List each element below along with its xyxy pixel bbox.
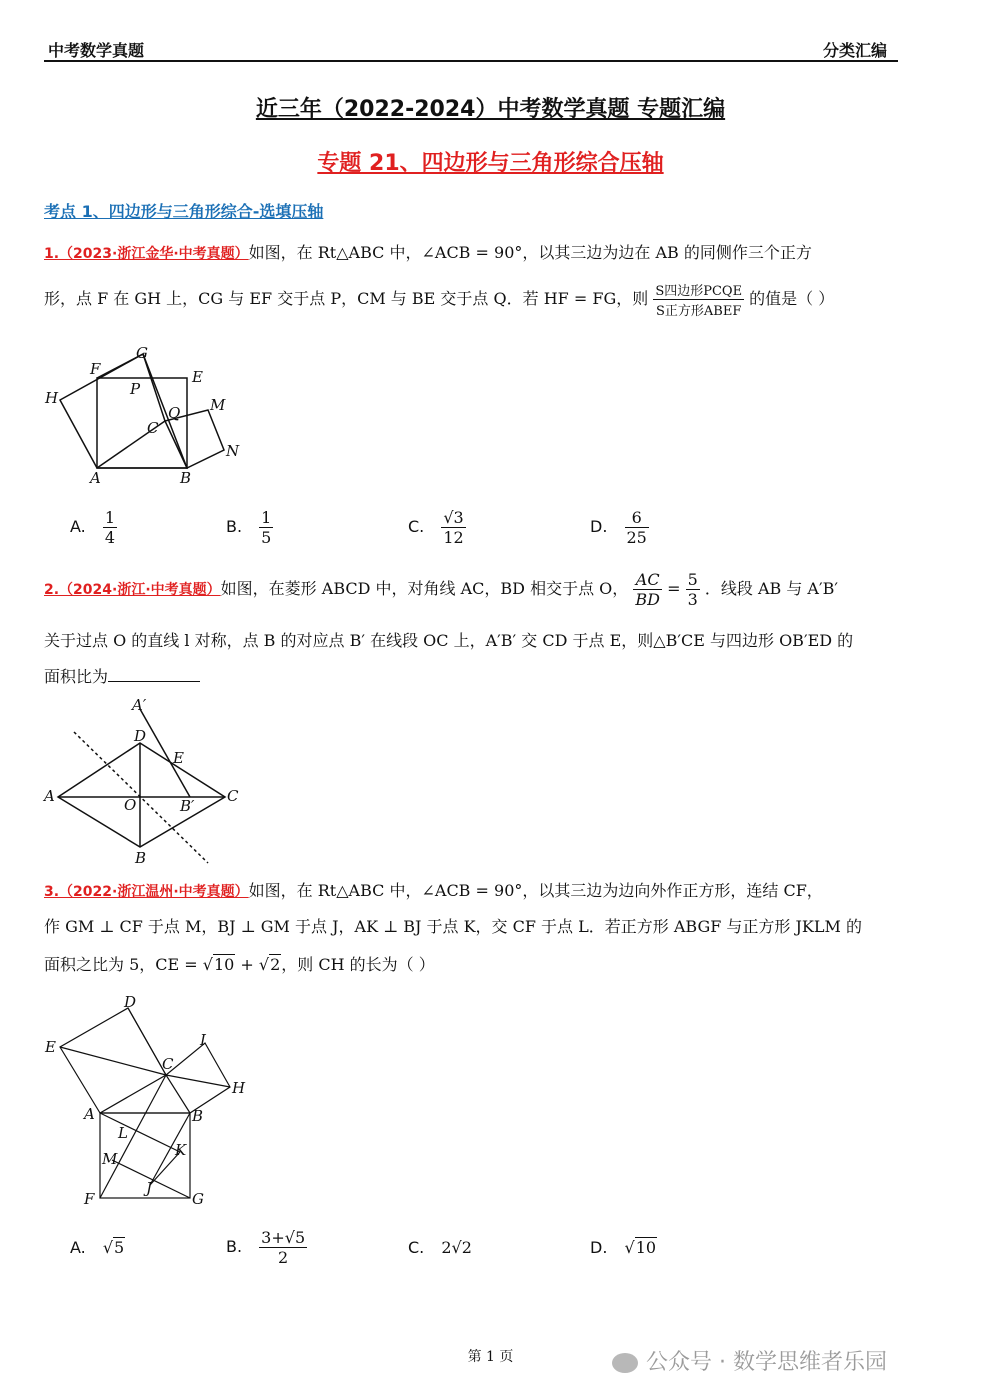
q2-equals: = bbox=[667, 579, 681, 598]
q1-option-c-num: √3 bbox=[443, 508, 464, 527]
q1-label-g: G bbox=[136, 344, 148, 362]
q2-label-a: A bbox=[44, 787, 55, 805]
q1-text1: 如图，在 Rt△ABC 中，∠ACB = 90°，以其三边为边在 AB 的同侧作三个正方 bbox=[248, 243, 812, 262]
q2-label-a-prime: A′ bbox=[132, 696, 147, 714]
q3-option-c[interactable] bbox=[408, 1238, 472, 1257]
q2-value-fraction bbox=[686, 570, 700, 609]
page-subtitle: 专题 21、四边形与三角形综合压轴 bbox=[317, 151, 664, 176]
q1-label-a: A bbox=[90, 469, 101, 487]
watermark-text: 公众号 · 数学思维者乐园 bbox=[646, 1350, 887, 1375]
q3-text3b: ，则 CH 的长为（ ） bbox=[281, 955, 435, 974]
q1-option-b-den: 5 bbox=[261, 528, 272, 547]
q1-text2: 形，点 F 在 GH 上，CG 与 EF 交于点 P，CM 与 BE 交于点 Q．若 HF = FG，则 bbox=[44, 289, 649, 308]
q1-option-d[interactable] bbox=[590, 508, 649, 547]
q3-sqrt1: 10 bbox=[213, 955, 235, 974]
q1-source: 1.（2023·浙江金华·中考真题） bbox=[44, 246, 249, 262]
page-title: 近三年（2022-2024）中考数学真题 专题汇编 bbox=[255, 97, 726, 122]
q1-option-d-den: 25 bbox=[626, 528, 647, 547]
header-rule bbox=[44, 60, 898, 62]
q2-label-e: E bbox=[173, 749, 184, 767]
q2-value-num: 5 bbox=[687, 570, 698, 589]
q1-option-c-den: 12 bbox=[443, 528, 464, 547]
q3-label-h: H bbox=[232, 1079, 246, 1097]
q2-label-c: C bbox=[227, 787, 239, 805]
q3-option-a-label: A. bbox=[70, 1238, 86, 1257]
q2-label-o: O bbox=[124, 796, 137, 814]
q1-option-b-label: B. bbox=[226, 517, 243, 536]
q1-option-d-num: 6 bbox=[625, 508, 649, 528]
q3-label-c: C bbox=[162, 1055, 174, 1073]
q3-sqrt2: 2 bbox=[270, 955, 281, 974]
page-number: 第 1 页 bbox=[467, 1349, 514, 1365]
q1-label-h: H bbox=[45, 389, 59, 407]
q3-label-m: M bbox=[102, 1150, 118, 1168]
q1-ratio-fraction bbox=[653, 280, 744, 319]
q3-label-e: E bbox=[45, 1038, 56, 1056]
q1-label-p: P bbox=[130, 380, 141, 398]
q1-label-e: E bbox=[192, 368, 203, 386]
wechat-icon bbox=[612, 1353, 638, 1373]
q1-label-f: F bbox=[90, 360, 101, 378]
section-heading: 考点 1、四边形与三角形综合-选填压轴 bbox=[44, 202, 324, 221]
watermark bbox=[612, 1345, 887, 1376]
q3-label-g: G bbox=[192, 1190, 204, 1208]
q3-label-a: A bbox=[84, 1105, 95, 1123]
q3-label-d: D bbox=[124, 995, 137, 1011]
q1-option-a-den: 4 bbox=[104, 528, 116, 547]
q2-label-b: B bbox=[135, 849, 147, 867]
q2-label-d: D bbox=[134, 727, 147, 745]
q3-option-d[interactable]: D. √10 bbox=[590, 1238, 657, 1257]
q3-line2: 作 GM ⊥ CF 于点 M，BJ ⊥ GM 于点 J，AK ⊥ BJ 于点 K，交 CF 于点 L．若正方形 ABGF 与正方形 JKLM 的 bbox=[44, 917, 862, 936]
q2-text1b: ．线段 AB 与 A′B′ bbox=[704, 579, 839, 598]
q3-source: 3.（2022·浙江温州·中考真题） bbox=[44, 884, 249, 900]
q1-ratio-den: S正方形ABEF bbox=[656, 304, 742, 319]
q1-option-c[interactable] bbox=[408, 508, 466, 547]
q2-ratio-fraction bbox=[633, 570, 662, 609]
q1-label-b: B bbox=[180, 469, 192, 487]
q3-text3a: 面积之比为 5，CE = bbox=[44, 955, 198, 974]
q1-label-m: M bbox=[210, 396, 226, 414]
q3-label-i: I bbox=[200, 1031, 206, 1049]
q3-label-j: J bbox=[146, 1179, 153, 1197]
q2-value-den: 3 bbox=[687, 590, 698, 609]
q2-ratio-num: AC bbox=[633, 570, 662, 590]
q1-option-c-label: C. bbox=[408, 517, 425, 536]
q3-figure bbox=[40, 995, 255, 1210]
q2-ratio-den: BD bbox=[635, 590, 660, 609]
q1-option-b[interactable] bbox=[226, 508, 273, 547]
q3-line3: 面积之比为 5，CE = √10 + √2，则 CH 的长为（ ） bbox=[44, 955, 435, 974]
q3-option-b-num: 3+√5 bbox=[261, 1228, 306, 1247]
q2-text1: 如图，在菱形 ABCD 中，对角线 AC，BD 相交于点 O， bbox=[220, 579, 629, 598]
q3-text1: 如图，在 Rt△ABC 中，∠ACB = 90°，以其三边为边向外作正方形，连结 CF， bbox=[248, 881, 823, 900]
header-left: 中考数学真题 bbox=[48, 41, 145, 60]
q1-label-q: Q bbox=[168, 404, 181, 422]
q2-figure bbox=[40, 695, 250, 870]
q3-plus: + bbox=[240, 955, 254, 974]
q2-text3: 面积比为 bbox=[44, 667, 109, 686]
q1-option-a-num: 1 bbox=[104, 508, 116, 527]
q3-label-b: B bbox=[192, 1107, 204, 1125]
q1-figure bbox=[40, 340, 250, 490]
q1-option-b-num: 1 bbox=[261, 508, 272, 527]
q3-option-d-label: D. bbox=[590, 1238, 608, 1257]
q3-option-b[interactable] bbox=[226, 1228, 307, 1267]
q1-label-n: N bbox=[226, 442, 240, 460]
q2-answer-blank[interactable] bbox=[108, 667, 200, 682]
q3-label-k: K bbox=[175, 1141, 187, 1159]
q3-label-f: F bbox=[84, 1190, 95, 1208]
q2-line2: 关于过点 O 的直线 l 对称，点 B 的对应点 B′ 在线段 OC 上，A′B′ 交 CD 于点 E，则△B′CE 与四边形 OB′ED 的 bbox=[44, 631, 854, 650]
header-right: 分类汇编 bbox=[823, 41, 888, 60]
q3-option-c-label: C. bbox=[408, 1238, 425, 1257]
q2-line1 bbox=[44, 570, 838, 609]
q2-label-b-prime: B′ bbox=[180, 797, 195, 815]
q3-option-b-label: B. bbox=[226, 1237, 243, 1256]
q3-option-d-value: 10 bbox=[635, 1238, 657, 1257]
q1-line1 bbox=[44, 240, 812, 263]
q1-label-c: C bbox=[147, 419, 159, 437]
q3-option-c-value: 2√2 bbox=[441, 1238, 472, 1257]
q3-option-a[interactable]: A. √5 bbox=[70, 1238, 125, 1257]
q1-option-a[interactable] bbox=[70, 508, 117, 547]
q2-line3 bbox=[44, 664, 200, 687]
q3-line1 bbox=[44, 878, 823, 901]
q1-ratio-num: S四边形PCQE bbox=[653, 280, 744, 300]
q2-source: 2.（2024·浙江·中考真题） bbox=[44, 582, 221, 598]
q3-option-b-den: 2 bbox=[278, 1248, 289, 1267]
q1-option-a-label: A. bbox=[70, 517, 86, 536]
q3-option-a-value: 5 bbox=[114, 1238, 125, 1257]
q1-line2 bbox=[44, 280, 834, 319]
q1-option-d-label: D. bbox=[590, 517, 608, 536]
q1-text3: 的值是（ ） bbox=[749, 289, 835, 308]
q3-label-l: L bbox=[118, 1124, 128, 1142]
